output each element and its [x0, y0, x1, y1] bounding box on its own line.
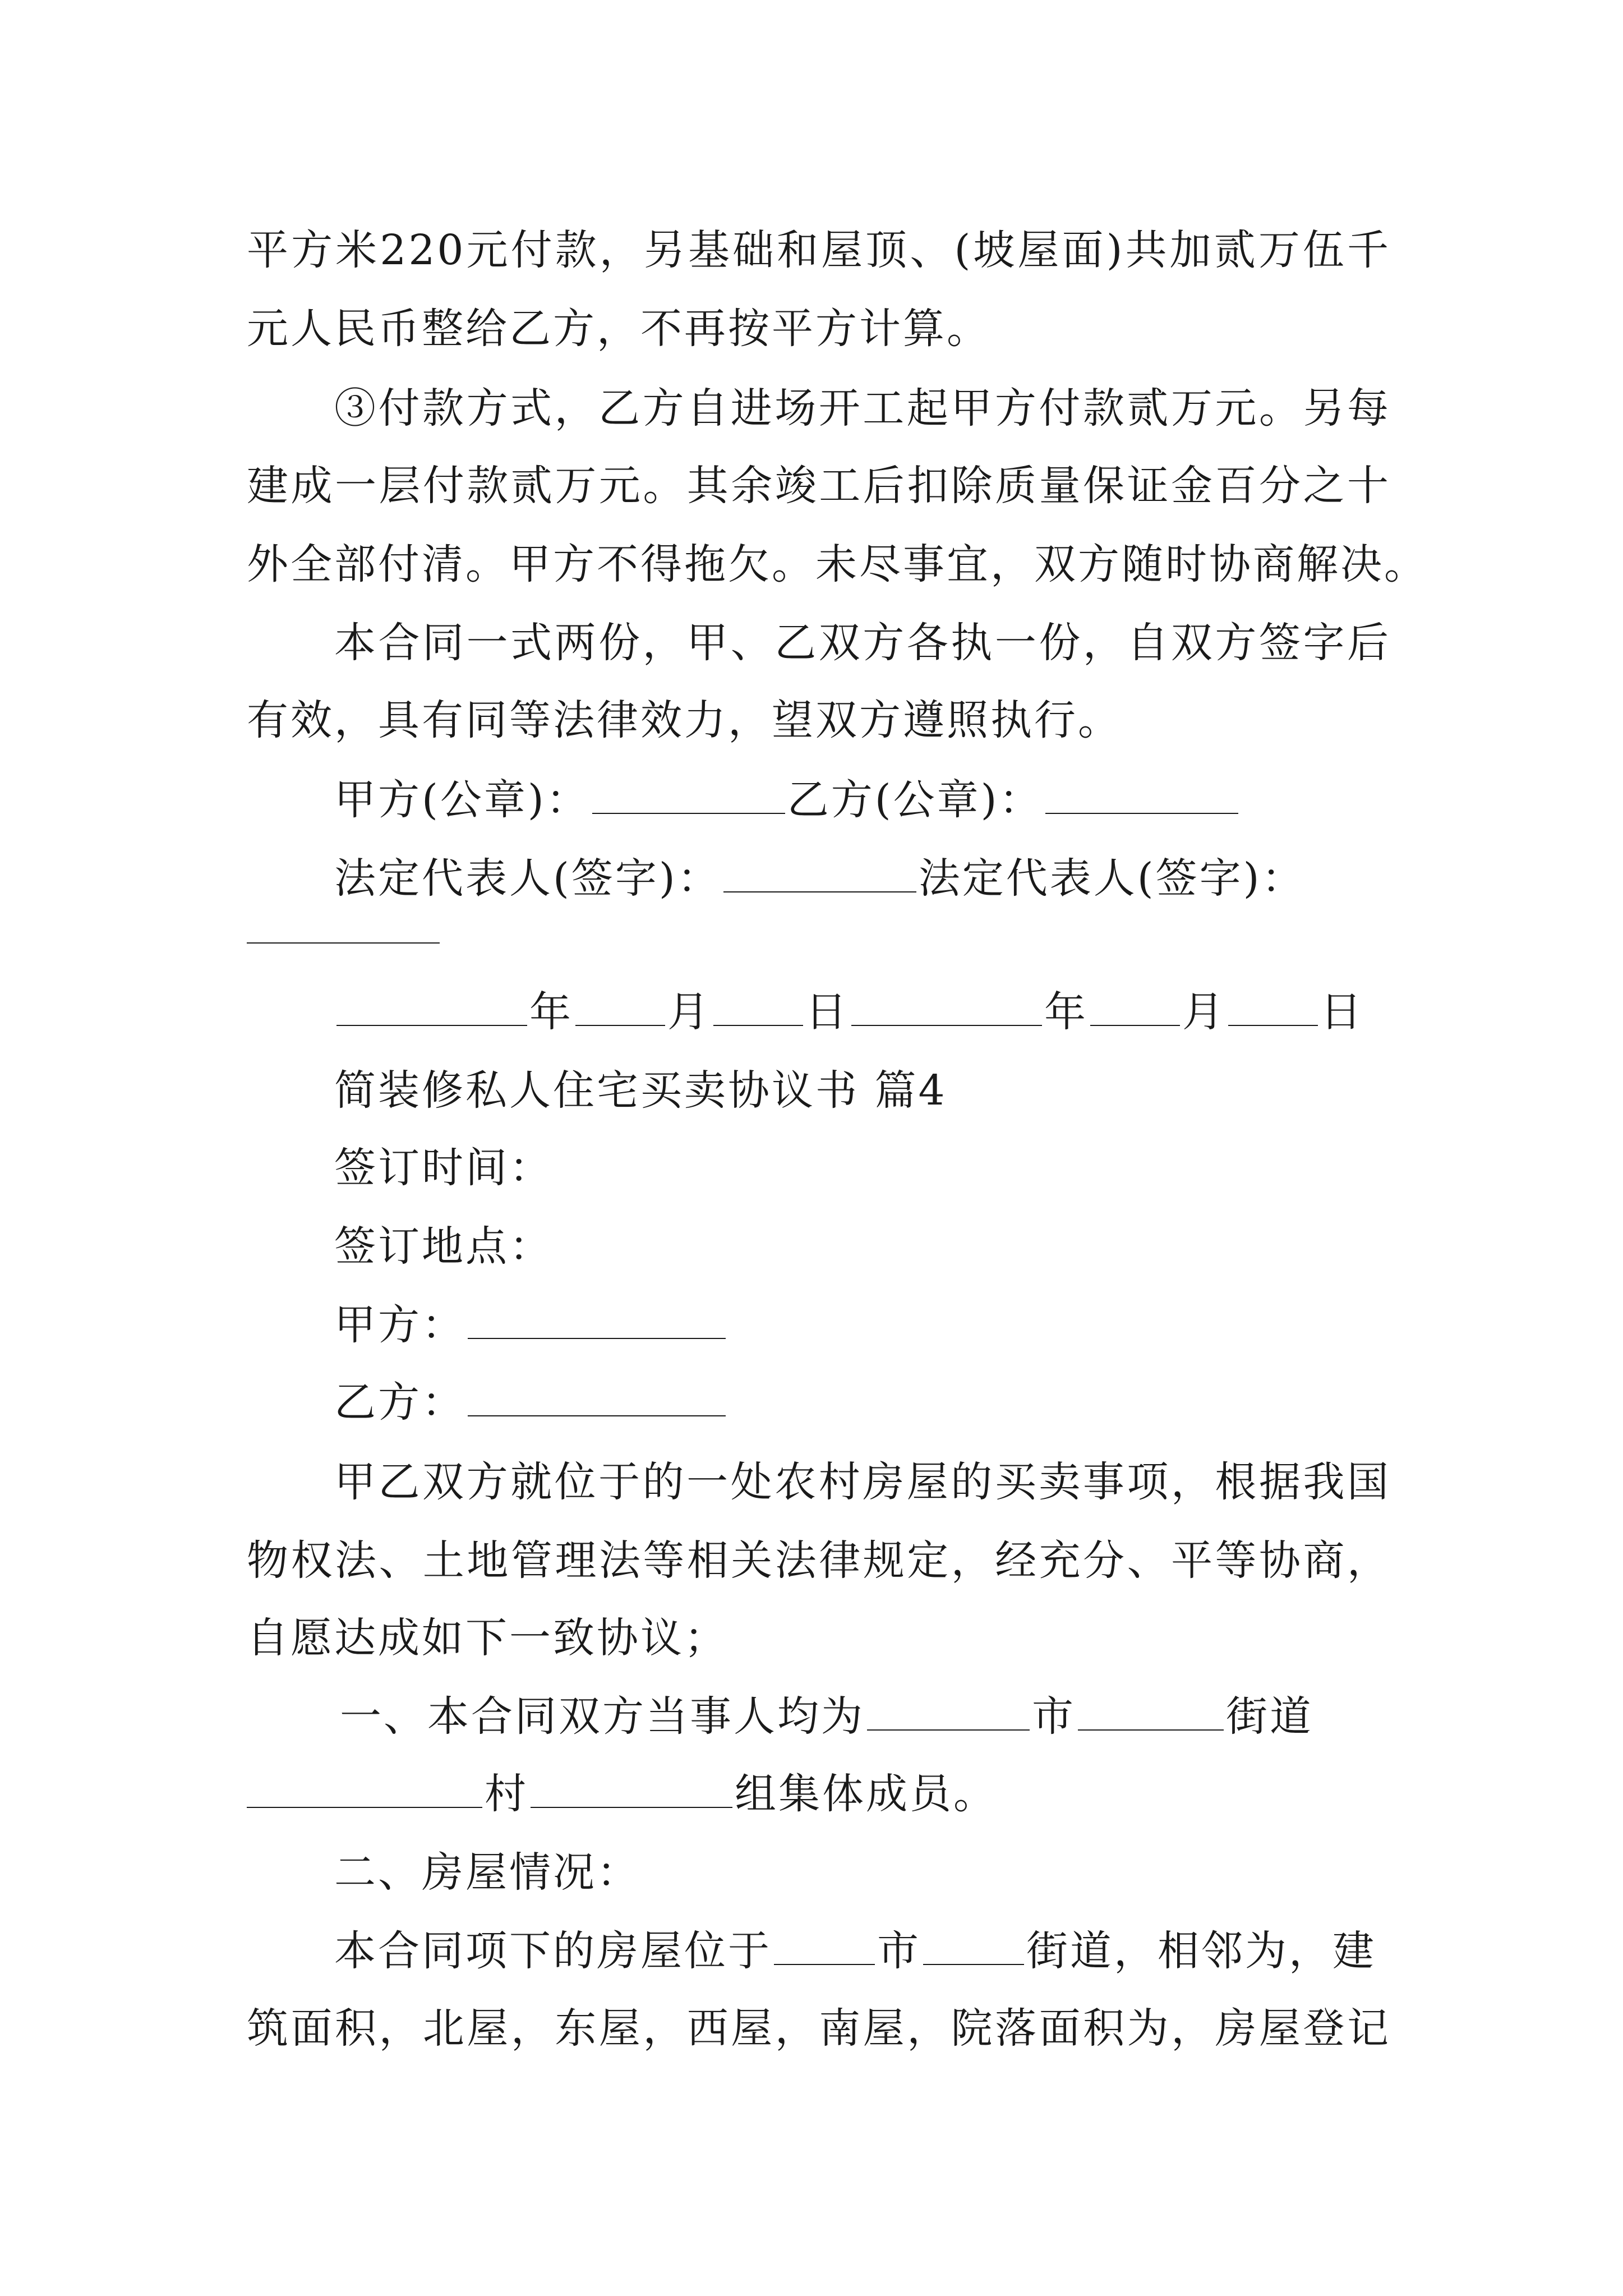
month-a-blank[interactable]	[575, 989, 665, 1026]
article-1-group-label: 组集体成员。	[735, 1770, 997, 1818]
paragraph-line: 甲乙双方就位于的一处农村房屋的买卖事项，根据我国	[334, 1458, 1391, 1506]
article-2-rest: 街道，相邻为，建	[1026, 1927, 1376, 1975]
year-a-blank[interactable]	[336, 989, 527, 1026]
year-label: 年	[1044, 988, 1088, 1036]
party-b-line	[334, 1375, 1478, 1429]
party-b-seal-blank[interactable]	[1045, 777, 1238, 814]
article-2-street-blank[interactable]	[923, 1928, 1024, 1965]
article-1-prefix: 一、本合同双方当事人均为	[340, 1692, 865, 1741]
month-b-blank[interactable]	[1090, 989, 1180, 1026]
party-a-blank[interactable]	[468, 1302, 726, 1339]
article-1-village-blank[interactable]	[247, 1771, 482, 1808]
party-b-seal-label: 乙方(公章)：	[787, 776, 1043, 824]
article-2-line-1	[334, 1924, 1478, 1978]
paragraph-line: 本合同一式两份，甲、乙双方各执一份，自双方签字后	[334, 619, 1391, 667]
seal-line	[334, 773, 1478, 827]
section-title: 简装修私人住宅买卖协议书 篇4	[334, 1066, 947, 1115]
article-2-city-blank[interactable]	[774, 1928, 875, 1965]
legal-rep-b-label: 法定代表人(签字)：	[918, 854, 1306, 903]
party-b-label: 乙方：	[334, 1378, 465, 1427]
legal-rep-a-label: 法定代表人(签字)：	[334, 854, 721, 903]
article-1-street-label: 街道	[1226, 1692, 1313, 1741]
paragraph-line: 有效，具有同等法律效力，望双方遵照执行。	[247, 696, 1122, 744]
article-1-line	[340, 1690, 1484, 1743]
legal-rep-line	[334, 852, 1478, 905]
article-1-group-blank[interactable]	[531, 1771, 732, 1808]
day-label: 日	[1320, 988, 1364, 1036]
party-a-label: 甲方：	[334, 1301, 465, 1349]
legal-rep-b-blank[interactable]	[247, 940, 440, 944]
sign-place-label: 签订地点：	[334, 1222, 553, 1271]
paragraph-line: ③付款方式，乙方自进场开工起甲方付款贰万元。另每	[334, 384, 1391, 432]
date-line	[334, 985, 1478, 1039]
month-label: 月	[667, 988, 711, 1036]
article-1-line-2	[247, 1767, 1391, 1821]
article-2-prefix: 本合同项下的房屋位于	[334, 1927, 772, 1975]
paragraph-line: 元人民币整给乙方，不再按平方计算。	[247, 305, 990, 353]
sign-time-label: 签订时间：	[334, 1144, 553, 1192]
article-2-city-label: 市	[877, 1927, 921, 1975]
party-b-blank[interactable]	[468, 1379, 726, 1416]
article-1-village-label: 村	[485, 1770, 528, 1818]
party-a-line	[334, 1298, 1478, 1352]
article-1-street-blank[interactable]	[1078, 1694, 1224, 1731]
paragraph-line: 物权法、土地管理法等相关法律规定，经充分、平等协商，	[247, 1536, 1391, 1585]
party-a-seal-label: 甲方(公章)：	[334, 776, 590, 824]
paragraph-line: 外全部付清。甲方不得拖欠。未尽事宜，双方随时协商解决。	[247, 540, 1428, 588]
party-a-seal-blank[interactable]	[592, 777, 785, 814]
month-label: 月	[1182, 988, 1226, 1036]
paragraph-line: 平方米220元付款，另基础和屋顶、(坡屋面)共加贰万伍千	[247, 226, 1391, 274]
legal-rep-a-blank[interactable]	[723, 855, 916, 892]
year-label: 年	[529, 988, 573, 1036]
day-a-blank[interactable]	[713, 989, 803, 1026]
article-1-city-label: 市	[1032, 1692, 1076, 1741]
day-b-blank[interactable]	[1228, 989, 1318, 1026]
paragraph-line: 自愿达成如下一致协议；	[247, 1614, 728, 1662]
paragraph-line: 筑面积，北屋，东屋，西屋，南屋，院落面积为，房屋登记	[247, 2004, 1391, 2053]
paragraph-line: 建成一层付款贰万元。其余竣工后扣除质量保证金百分之十	[247, 462, 1391, 510]
year-b-blank[interactable]	[851, 989, 1042, 1026]
article-1-city-blank[interactable]	[867, 1694, 1030, 1731]
article-2-title: 二、房屋情况：	[334, 1848, 640, 1897]
day-label: 日	[805, 988, 849, 1036]
